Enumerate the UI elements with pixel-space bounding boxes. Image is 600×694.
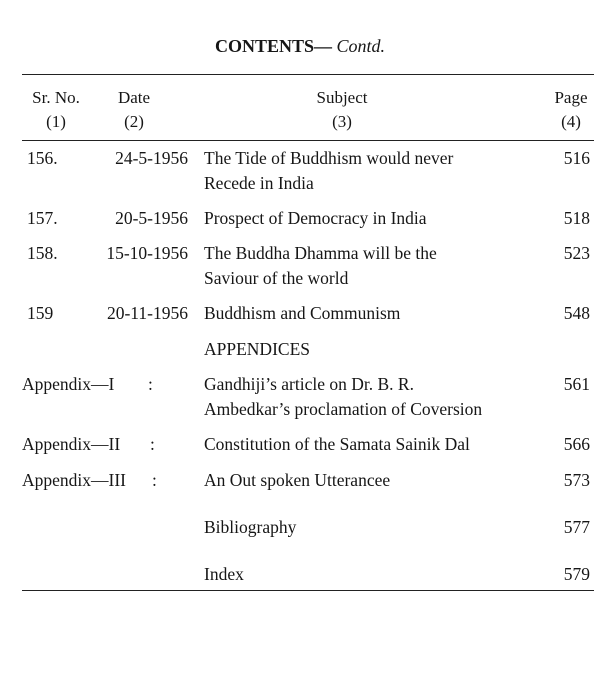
top-rule — [22, 74, 594, 75]
entry-subject-line1: The Buddha Dhamma will be the — [204, 243, 437, 263]
title-main: CONTENTS — [214, 36, 314, 56]
entry-page: 523 — [563, 243, 590, 263]
header-subject — [292, 86, 392, 134]
appendix-page: 573 — [563, 470, 590, 490]
header-srno-label: Sr. No. — [32, 88, 80, 107]
entry-date: 20-5-1956 — [115, 208, 188, 228]
entry-page: 548 — [563, 303, 590, 323]
entry-subject-line1: Buddhism and Communism — [204, 303, 401, 323]
entry-srno: 157. — [27, 208, 58, 228]
header-page-label: Page — [554, 88, 588, 107]
entry-page: 516 — [563, 148, 590, 168]
index-label: Index — [204, 564, 244, 584]
entry-date: 24-5-1956 — [115, 148, 188, 168]
header-subject-number: (3) — [332, 112, 352, 131]
appendices-heading: APPENDICES — [204, 339, 310, 359]
entry-srno: 159 — [27, 303, 54, 323]
entry-subject-line2: Saviour of the world — [204, 268, 349, 288]
index-page: 579 — [563, 564, 590, 584]
entry-subject-line2: Recede in India — [204, 173, 314, 193]
header-date-label: Date — [117, 88, 151, 107]
page-title — [0, 36, 600, 57]
appendix-page: 566 — [563, 434, 590, 454]
appendix-label: Appendix—I — [22, 374, 115, 394]
header-page-number: (4) — [561, 112, 581, 131]
appendix-subject-line1: Gandhiji’s article on Dr. B. R. — [204, 374, 414, 394]
header-rule — [22, 140, 594, 141]
entry-page: 518 — [563, 208, 590, 228]
entry-date: 15-10-1956 — [106, 243, 188, 263]
appendix-colon: : — [152, 470, 157, 490]
header-date — [100, 86, 168, 134]
bottom-rule — [22, 590, 594, 591]
header-page — [546, 86, 596, 134]
appendix-subject-line2: Ambedkar’s proclamation of Coversion — [204, 399, 483, 419]
entry-subject-line1: Prospect of Democracy in India — [204, 208, 427, 228]
header-srno — [22, 86, 90, 134]
entry-srno: 156. — [27, 148, 58, 168]
entry-srno: 158. — [27, 243, 58, 263]
header-srno-number: (1) — [46, 112, 66, 131]
title-contd: Contd. — [332, 36, 386, 56]
appendix-subject-line1: An Out spoken Utterancee — [204, 470, 391, 490]
appendix-subject-line1: Constitution of the Samata Sainik Dal — [204, 434, 470, 454]
appendix-label: Appendix—II — [22, 434, 121, 454]
header-subject-label: Subject — [316, 88, 368, 107]
entry-subject-line1: The Tide of Buddhism would never — [204, 148, 454, 168]
bibliography-page: 577 — [563, 517, 590, 537]
bibliography-label: Bibliography — [204, 517, 297, 537]
title-dash: — — [314, 36, 332, 56]
appendix-colon: : — [148, 374, 153, 394]
appendix-colon: : — [150, 434, 155, 454]
header-date-number: (2) — [124, 112, 144, 131]
entry-date: 20-11-1956 — [106, 303, 188, 323]
appendix-page: 561 — [563, 374, 590, 394]
appendix-label: Appendix—III — [22, 470, 127, 490]
